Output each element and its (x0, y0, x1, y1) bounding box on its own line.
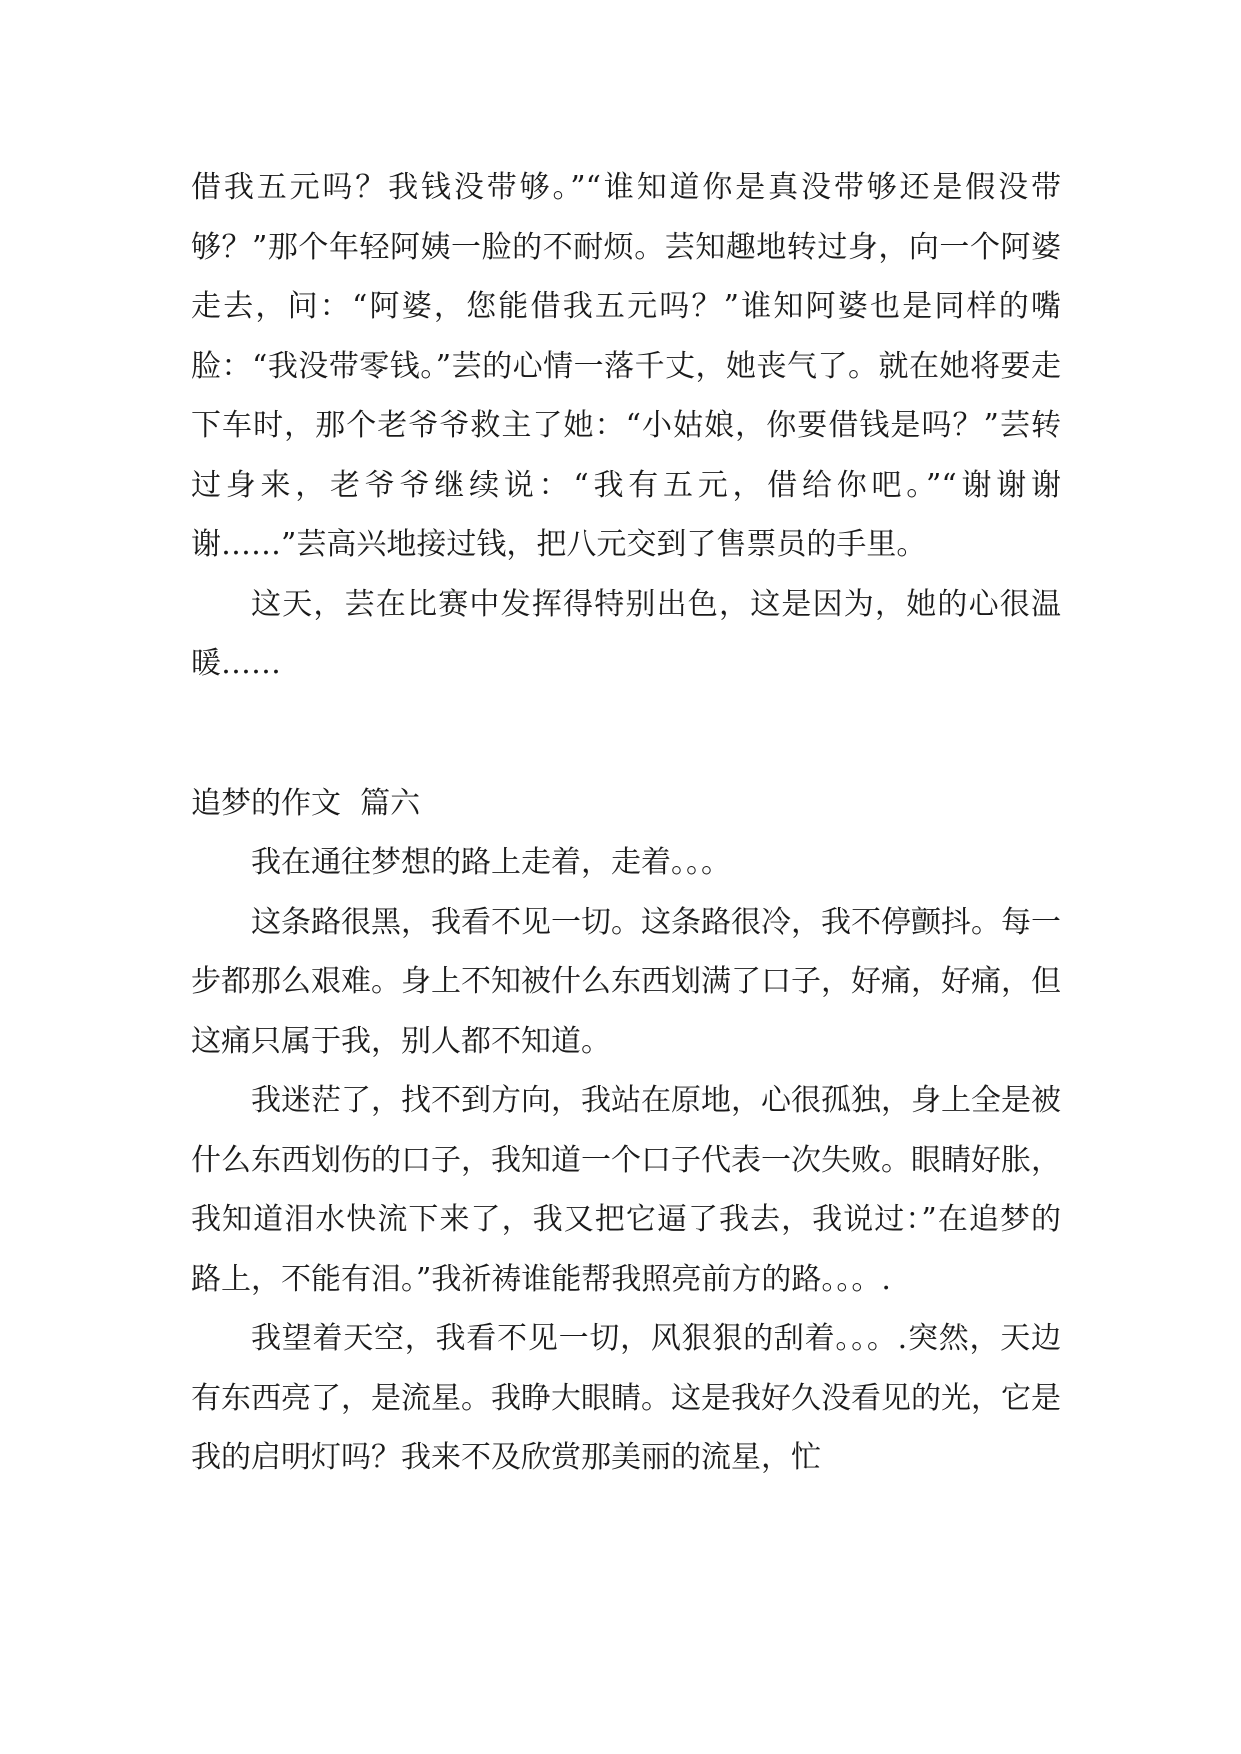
section-gap (191, 694, 1061, 774)
paragraph-3: 我迷茫了，找不到方向，我站在原地，心很孤独，身上全是被什么东西划伤的口子，我知道一个口子代表一次失败。眼睛好胀，我知道泪水快流下来了，我又把它逼了我去，我说过：”在追梦的路上，不能有泪。”我祈祷谁能帮我照亮前方的路。。。. (191, 1083, 1061, 1297)
paragraph-4: 我望着天空，我看不见一切，风狠狠的刮着。。。.突然，天边有东西亮了，是流星。我睁大眼睛。这是我好久没看见的光，它是我的启明灯吗？我来不及欣赏那美丽的流星，忙 (191, 1321, 1061, 1475)
paragraph-2: 这条路很黑，我看不见一切。这条路很冷，我不停颤抖。每一步都那么艰难。身上不知被什么东西划满了口子，好痛，好痛，但这痛只属于我，别人都不知道。 (191, 904, 1061, 1059)
paragraph-1: 我在通往梦想的路上走着，走着。。。 (251, 845, 731, 880)
paragraph-continued: 借我五元吗？我钱没带够。”“谁知道你是真没带够还是假没带够？”那个年轻阿姨一脸的不耐烦。芸知趣地转过身，向一个阿婆走去，问：“阿婆，您能借我五元吗？”谁知阿婆也是同样的嘴脸：“我没带零钱。”芸的心情一落千丈，她丧气了。就在她将要走下车时，那个老爷爷救主了她：“小姑娘，你要借钱是吗？”芸转过身来，老爷爷继续说：“我有五元，借给你吧。”“谢谢谢谢……”芸高兴地接过钱，把八元交到了售票员的手里。 (191, 170, 1061, 562)
document-body (191, 158, 1061, 1488)
paragraph-conclusion: 这天，芸在比赛中发挥得特别出色，这是因为，她的心很温暖…… (191, 586, 1061, 681)
section-title: 追梦的作文 篇六 (191, 785, 421, 821)
